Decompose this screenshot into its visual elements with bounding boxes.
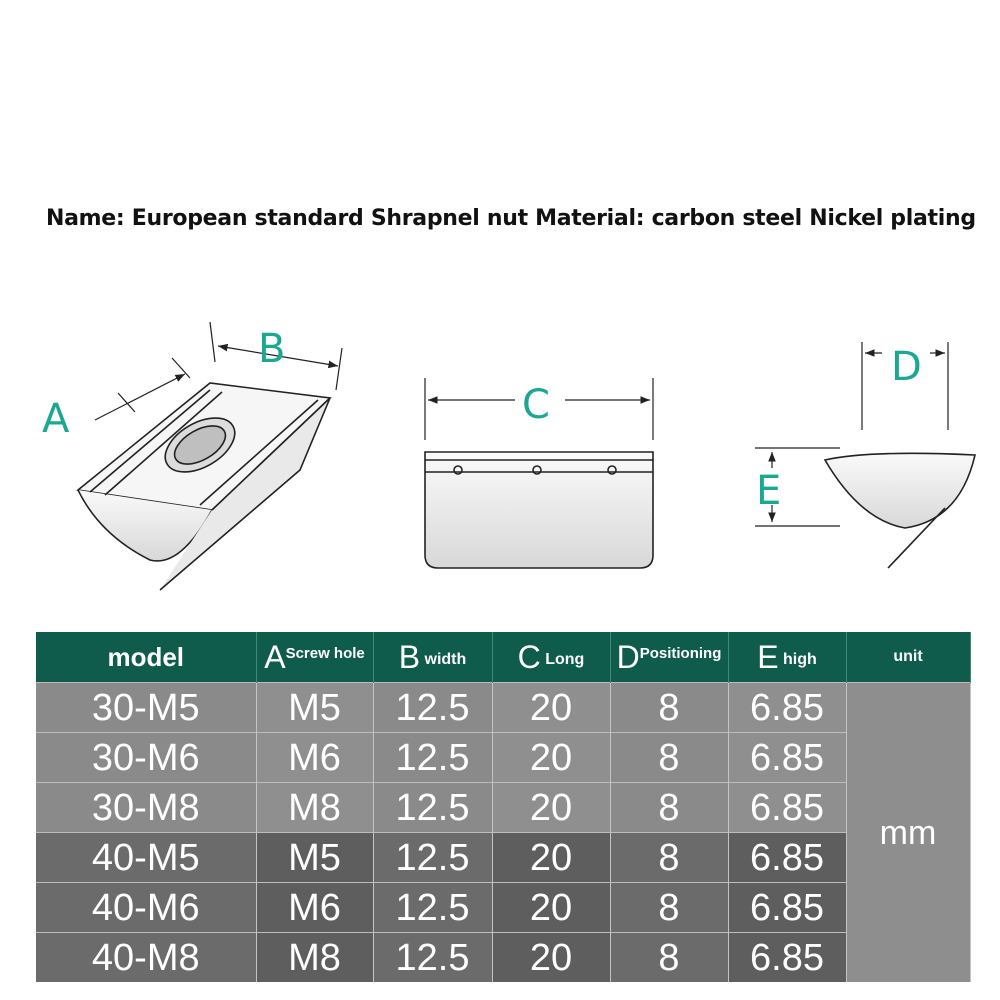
page-title: Name: European standard Shrapnel nut Material: carbon steel Nickel plating xyxy=(46,206,976,231)
cell-positioning: 8 xyxy=(610,833,728,883)
header-width: B width xyxy=(373,632,492,683)
cell-long: 20 xyxy=(492,783,610,833)
dimension-label-b: B xyxy=(258,326,286,372)
dimension-label-e: E xyxy=(756,468,782,514)
cell-positioning: 8 xyxy=(610,733,728,783)
cell-high: 6.85 xyxy=(728,883,846,933)
isometric-nut-drawing xyxy=(78,322,342,590)
table-row xyxy=(36,883,970,933)
cell-width: 12.5 xyxy=(373,783,492,833)
dimension-label-c: C xyxy=(522,382,550,428)
cell-width: 12.5 xyxy=(373,683,492,733)
cell-positioning: 8 xyxy=(610,683,728,733)
header-screw-hole: AScrew hole xyxy=(256,632,373,683)
table-row xyxy=(36,833,970,883)
header-unit: unit xyxy=(846,632,970,683)
cell-long: 20 xyxy=(492,933,610,983)
cell-model: 40-M5 xyxy=(36,833,256,883)
cell-high: 6.85 xyxy=(728,683,846,733)
cell-positioning: 8 xyxy=(610,783,728,833)
cell-model: 30-M8 xyxy=(36,783,256,833)
cell-long: 20 xyxy=(492,833,610,883)
cell-screw-hole: M5 xyxy=(256,833,373,883)
technical-drawings xyxy=(0,300,1000,620)
cell-screw-hole: M8 xyxy=(256,783,373,833)
cell-long: 20 xyxy=(492,683,610,733)
header-high: E high xyxy=(728,632,846,683)
header-model: model xyxy=(36,632,256,683)
cell-width: 12.5 xyxy=(373,933,492,983)
cell-model: 30-M6 xyxy=(36,733,256,783)
cell-screw-hole: M6 xyxy=(256,883,373,933)
cell-width: 12.5 xyxy=(373,883,492,933)
cell-model: 30-M5 xyxy=(36,683,256,733)
table-header-row xyxy=(36,632,970,683)
cell-long: 20 xyxy=(492,733,610,783)
cell-long: 20 xyxy=(492,883,610,933)
cell-width: 12.5 xyxy=(373,733,492,783)
side-profile-drawing xyxy=(755,342,975,568)
spec-table xyxy=(36,632,971,982)
cell-screw-hole: M5 xyxy=(256,683,373,733)
cell-positioning: 8 xyxy=(610,883,728,933)
cell-screw-hole: M6 xyxy=(256,733,373,783)
cell-positioning: 8 xyxy=(610,933,728,983)
cell-screw-hole: M8 xyxy=(256,933,373,983)
table-row xyxy=(36,683,970,733)
cell-high: 6.85 xyxy=(728,783,846,833)
header-positioning: DPositioning xyxy=(610,632,728,683)
header-long: C Long xyxy=(492,632,610,683)
cell-high: 6.85 xyxy=(728,933,846,983)
cell-high: 6.85 xyxy=(728,833,846,883)
dimension-label-a: A xyxy=(42,396,70,442)
table-row xyxy=(36,783,970,833)
cell-model: 40-M8 xyxy=(36,933,256,983)
dimension-label-d: D xyxy=(891,344,922,390)
cell-unit: mm xyxy=(846,683,970,983)
cell-width: 12.5 xyxy=(373,833,492,883)
cell-model: 40-M6 xyxy=(36,883,256,933)
table-row xyxy=(36,733,970,783)
cell-high: 6.85 xyxy=(728,733,846,783)
table-row xyxy=(36,933,970,983)
